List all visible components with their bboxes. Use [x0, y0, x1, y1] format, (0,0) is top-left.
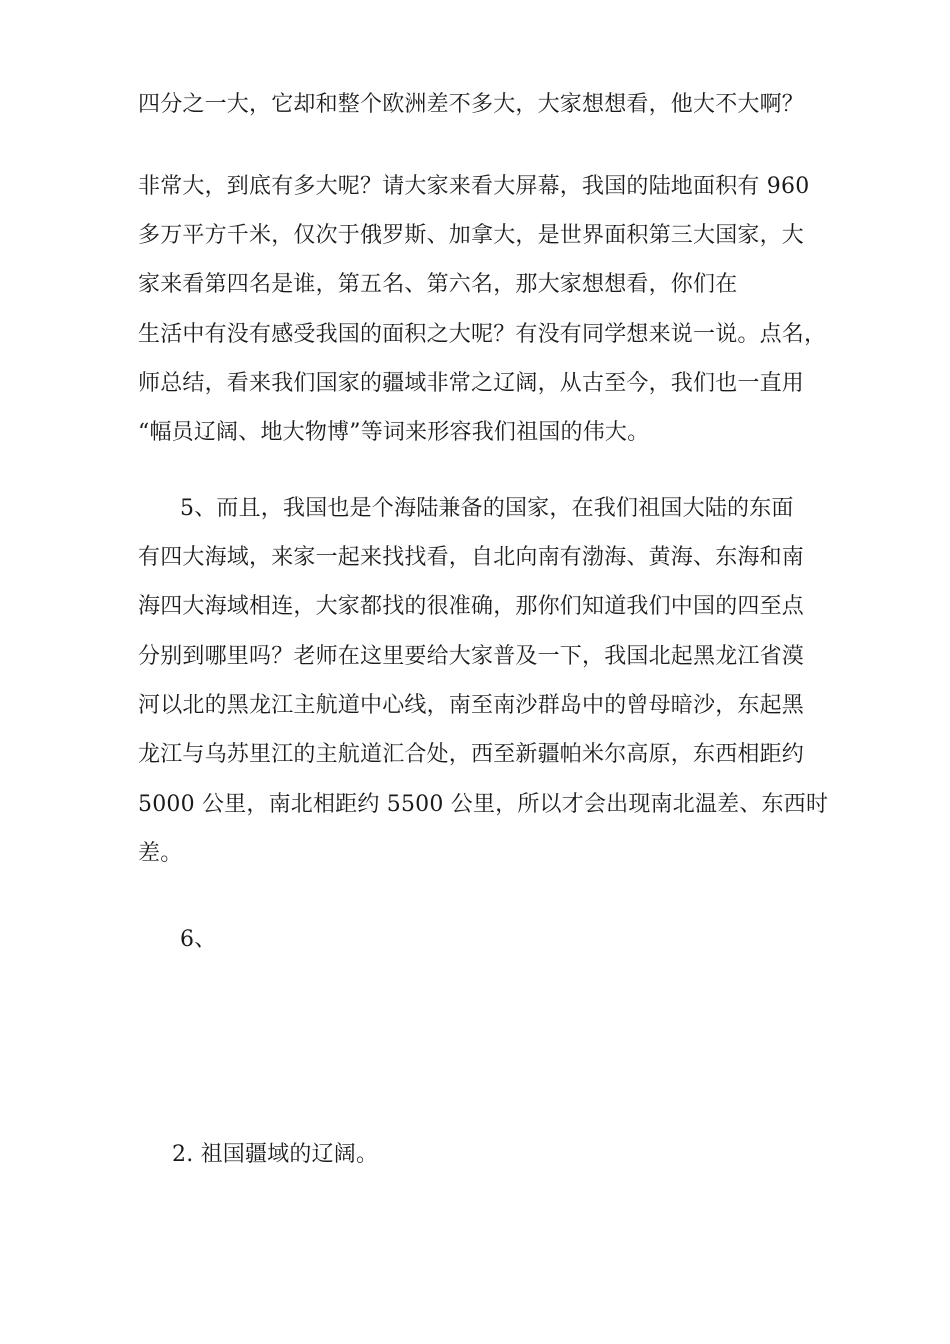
paragraph-1-line-6: 师总结，看来我们国家的疆域非常之辽阔，从古至今，我们也一直用	[138, 371, 805, 396]
paragraph-5-line-2: 有四大海域，来家一起来找找看，自北向南有渤海、黄海、东海和南	[138, 545, 805, 570]
paragraph-1-line-4: 家来看第四名是谁，第五名、第六名，那大家想想看，你们在	[138, 272, 738, 297]
paragraph-5-line-3: 海四大海域相连，大家都找的很准确，那你们知道我们中国的四至点	[138, 594, 805, 619]
paragraph-5-line-7: 5000 公里，南北相距约 5500 公里，所以才会出现南北温差、东西时	[138, 792, 829, 817]
paragraph-1-line-3: 多万平方千米，仅次于俄罗斯、加拿大，是世界面积第三大国家，大	[138, 223, 805, 248]
section-heading-2: 2. 祖国疆域的辽阔。	[172, 1142, 379, 1167]
paragraph-5-line-5: 河以北的黑龙江主航道中心线，南至南沙群岛中的曾母暗沙，东起黑	[138, 693, 805, 718]
paragraph-1-line-7: “幅员辽阔、地大物博”等词来形容我们祖国的伟大。	[138, 420, 650, 445]
paragraph-1-line-2: 非常大，到底有多大呢？请大家来看大屏幕，我国的陆地面积有 960	[138, 174, 810, 199]
item-6-label: 6、	[180, 927, 217, 952]
paragraph-5-line-1: 5、而且，我国也是个海陆兼备的国家，在我们祖国大陆的东面	[180, 496, 794, 521]
paragraph-5-line-4: 分别到哪里吗？老师在这里要给大家普及一下，我国北起黑龙江省漠	[138, 644, 805, 669]
paragraph-1-line-1: 四分之一大，它却和整个欧洲差不多大，大家想想看，他大不大啊？	[138, 92, 805, 117]
paragraph-5-line-6: 龙江与乌苏里江的主航道汇合处，西至新疆帕米尔高原，东西相距约	[138, 742, 805, 767]
paragraph-5-line-8: 差。	[138, 841, 183, 866]
paragraph-1-line-5: 生活中有没有感受我国的面积之大呢？有没有同学想来说一说。点名，	[138, 322, 827, 347]
